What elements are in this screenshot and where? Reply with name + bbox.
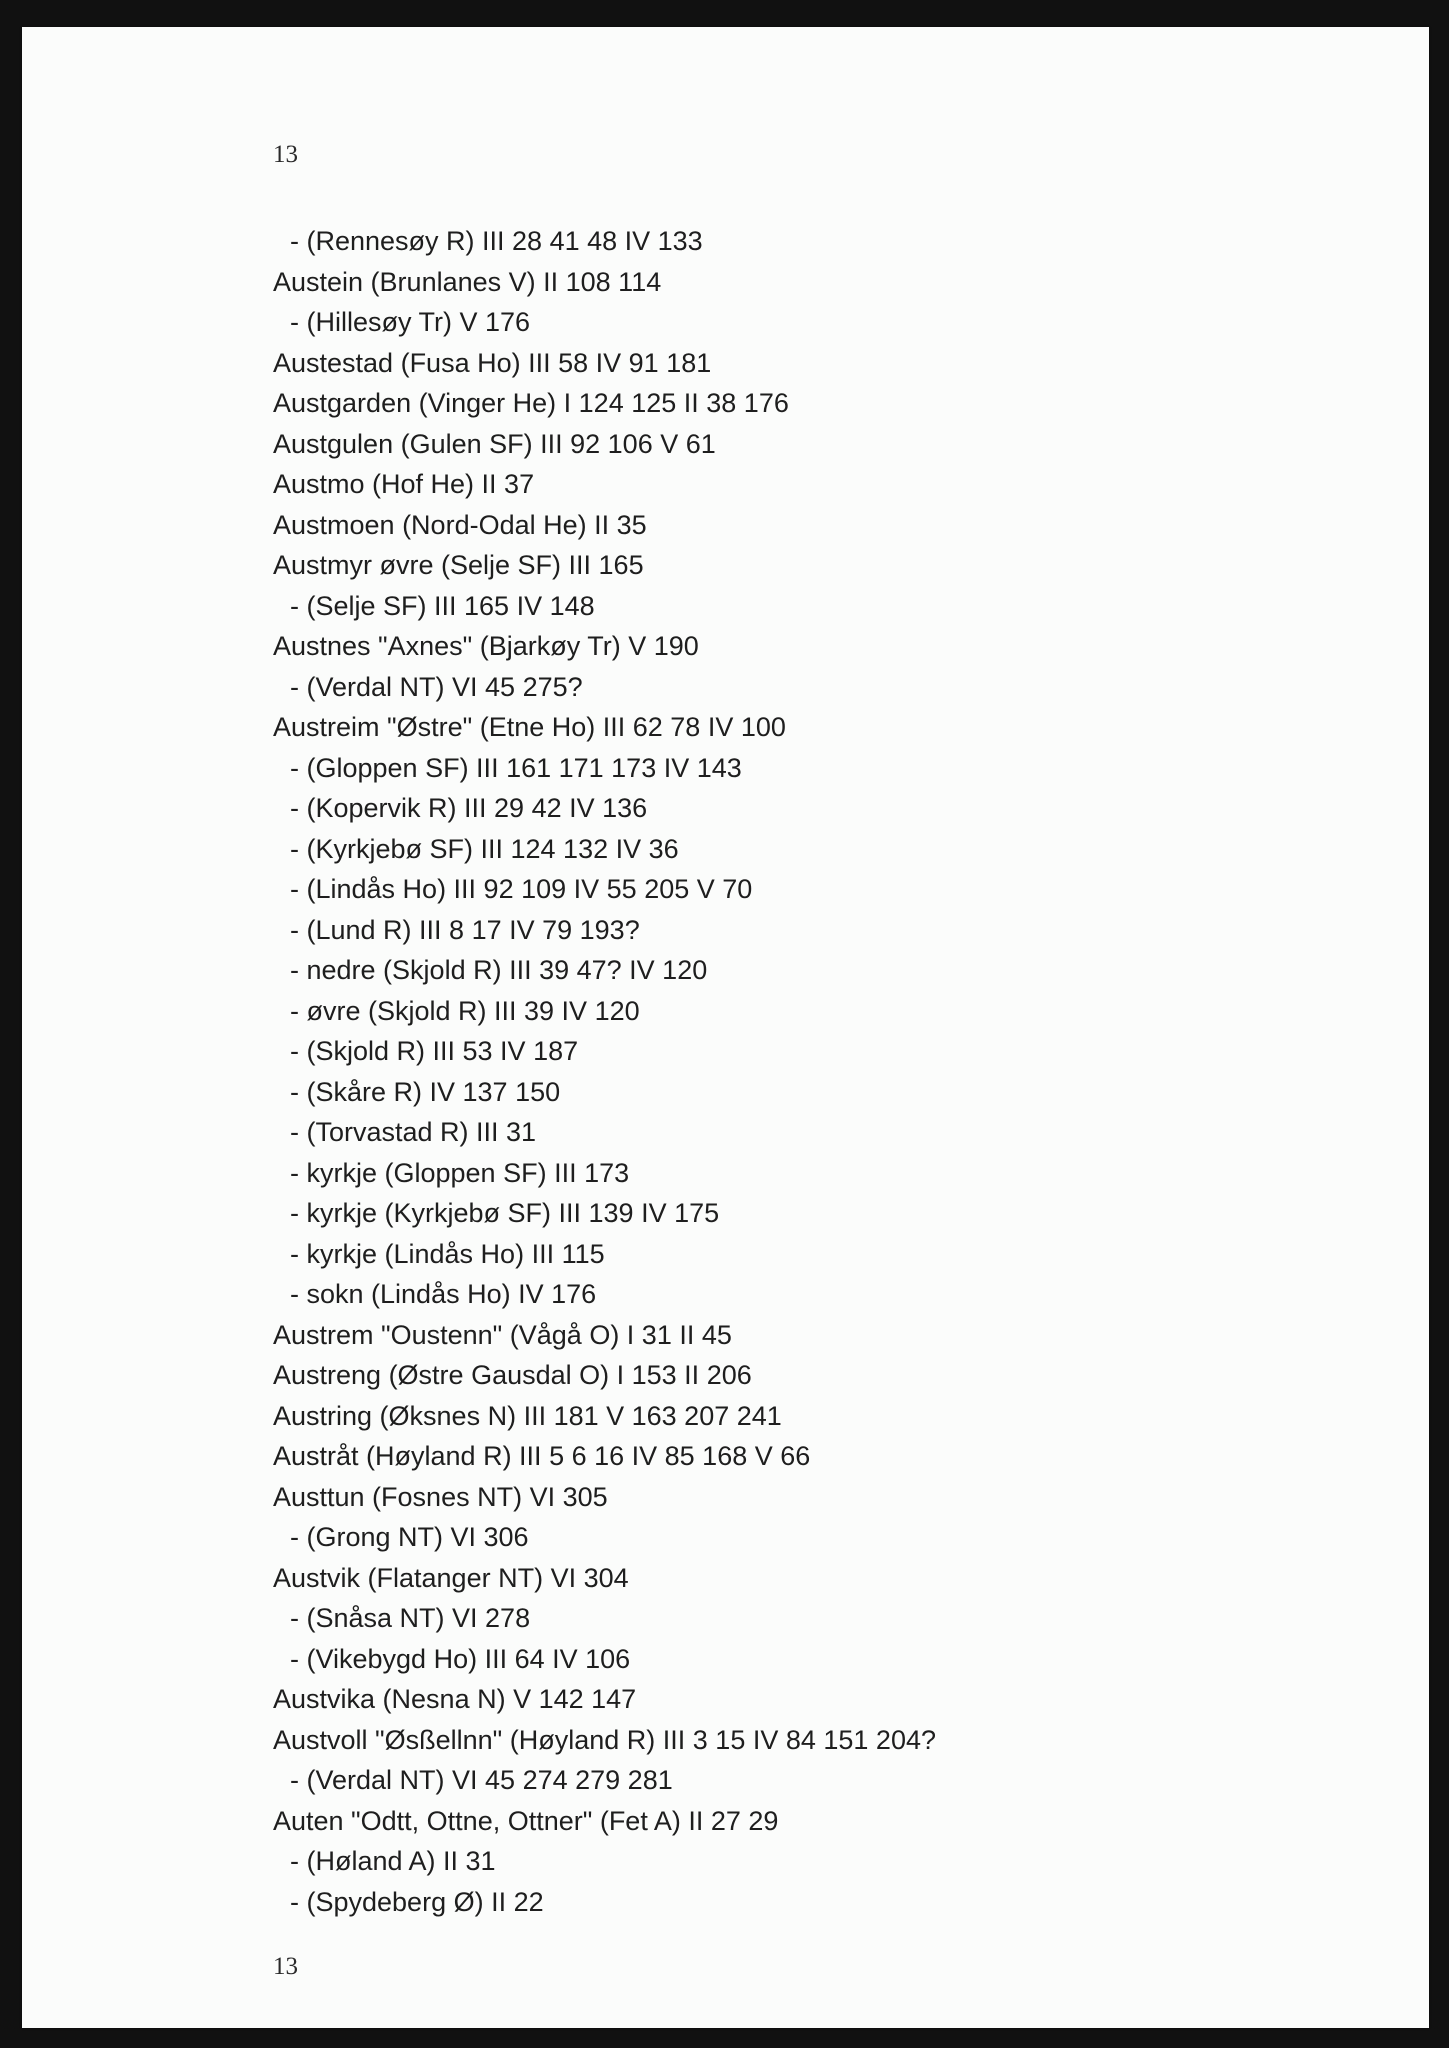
- index-subentry: - (Vikebygd Ho) III 64 IV 106: [290, 1643, 631, 1674]
- index-subentry: - (Snåsa NT) VI 278: [290, 1603, 531, 1633]
- index-entry: Austein (Brunlanes V) II 108 114: [273, 266, 662, 297]
- page-number-bottom: 13: [273, 1953, 298, 1980]
- index-subentry: - (Verdal NT) VI 45 275?: [290, 671, 583, 702]
- index-subentry: - øvre (Skjold R) III 39 IV 120: [290, 995, 640, 1026]
- index-subentry: - kyrkje (Gloppen SF) III 173: [290, 1157, 630, 1188]
- index-entry: Austvoll "Øsßellnn" (Høyland R) III 3 15 IV 84 151 204?: [273, 1724, 936, 1755]
- index-entry: Austring (Øksnes N) III 181 V 163 207 241: [273, 1400, 782, 1431]
- index-subentry: - (Hillesøy Tr) V 176: [290, 307, 531, 337]
- page-number-top: 13: [273, 141, 298, 168]
- index-subentry: - (Spydeberg Ø) II 22: [290, 1886, 544, 1917]
- index-entry: Austråt (Høyland R) III 5 6 16 IV 85 168 V 66: [273, 1441, 811, 1471]
- index-subentry: - nedre (Skjold R) III 39 47? IV 120: [290, 955, 708, 985]
- index-subentry: - (Lindås Ho) III 92 109 IV 55 205 V 70: [290, 874, 753, 904]
- index-subentry: - (Høland A) II 31: [290, 1846, 496, 1876]
- index-entry: Austrem "Oustenn" (Vågå O) I 31 II 45: [273, 1319, 732, 1350]
- index-subentry: - (Selje SF) III 165 IV 148: [290, 590, 595, 621]
- scanned-page: [22, 27, 1429, 2028]
- index-subentry: - kyrkje (Lindås Ho) III 115: [290, 1238, 605, 1269]
- index-entry: Austreim "Østre" (Etne Ho) III 62 78 IV 100: [273, 712, 786, 742]
- index-entry: Austvik (Flatanger NT) VI 304: [273, 1562, 629, 1593]
- index-subentry: - (Skjold R) III 53 IV 187: [290, 1036, 579, 1066]
- index-entry: Austreng (Østre Gausdal O) I 153 II 206: [273, 1360, 752, 1390]
- index-entry: Austestad (Fusa Ho) III 58 IV 91 181: [273, 347, 712, 378]
- index-entry: Austmo (Hof He) II 37: [273, 469, 535, 499]
- index-entry-list: [273, 221, 936, 1922]
- index-entry: Austvika (Nesna N) V 142 147: [273, 1684, 637, 1714]
- index-subentry: - (Gloppen SF) III 161 171 173 IV 143: [290, 752, 742, 783]
- index-entry: Austgarden (Vinger He) I 124 125 II 38 176: [273, 388, 789, 418]
- index-subentry: - (Kopervik R) III 29 42 IV 136: [290, 793, 648, 823]
- index-subentry: - sokn (Lindås Ho) IV 176: [290, 1279, 597, 1309]
- index-entry: Austnes "Axnes" (Bjarkøy Tr) V 190: [273, 631, 699, 661]
- index-entry: Austmyr øvre (Selje SF) III 165: [273, 550, 644, 580]
- index-entry: Austmoen (Nord-Odal He) II 35: [273, 509, 647, 540]
- index-subentry: - (Torvastad R) III 31: [290, 1117, 537, 1147]
- index-subentry: - (Kyrkjebø SF) III 124 132 IV 36: [290, 833, 679, 864]
- index-entry: Auten "Odtt, Ottne, Ottner" (Fet A) II 27 29: [273, 1805, 779, 1836]
- index-subentry: - (Skåre R) IV 137 150: [290, 1076, 561, 1107]
- index-subentry: - kyrkje (Kyrkjebø SF) III 139 IV 175: [290, 1198, 720, 1228]
- index-subentry: - (Grong NT) VI 306: [290, 1522, 529, 1552]
- index-entry: Austgulen (Gulen SF) III 92 106 V 61: [273, 428, 716, 459]
- index-subentry: - (Lund R) III 8 17 IV 79 193?: [290, 914, 640, 945]
- index-entry: Austtun (Fosnes NT) VI 305: [273, 1481, 608, 1512]
- index-subentry: - (Verdal NT) VI 45 274 279 281: [290, 1765, 673, 1795]
- index-subentry: - (Rennesøy R) III 28 41 48 IV 133: [290, 226, 703, 256]
